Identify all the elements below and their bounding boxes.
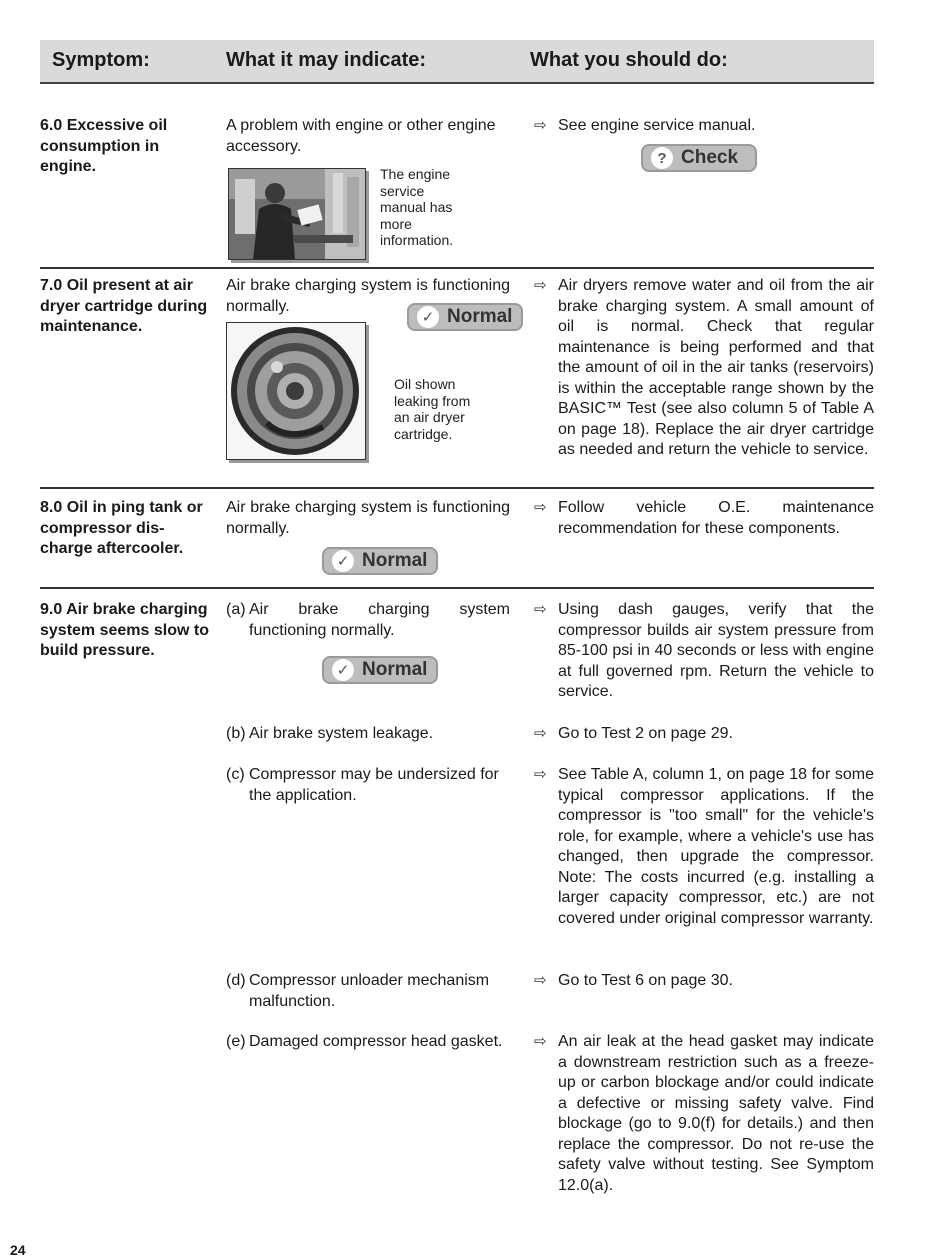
row-divider [40,487,874,489]
header-action: What you should do: [530,49,728,71]
action-text: Go to Test 6 on page 30. [558,972,733,989]
header-indicate: What it may indicate: [226,49,427,71]
item-label: (b) [226,725,246,742]
indicate-9-0-b [226,724,510,745]
symptom-7-0: 7.0 Oil present at air dryer cartridge during maintenance. [40,277,208,335]
action-9-0-c [534,765,874,929]
arrow-icon: ⇨ [534,725,547,742]
badge-label: Normal [447,306,513,327]
action-9-0-a [534,600,874,703]
caption-air-dryer: Oil shown leaking from an air dryer cartridge. [394,376,471,442]
badge-label: Normal [362,550,428,571]
indicate-9-0-c [226,765,510,806]
symptom-8-0: 8.0 Oil in ping tank or compressor dis-charge aftercooler. [40,499,203,557]
check-icon: ✓ [417,306,439,328]
normal-badge [407,303,523,331]
action-8-0 [534,498,874,539]
item-text: Compressor unloader mechanism malfunction. [249,972,490,1010]
header-symptom: Symptom: [52,49,150,71]
row-divider [40,587,874,589]
air-dryer-photo [226,322,366,460]
indicate-9-0-e [226,1032,510,1053]
action-9-0-d [534,971,874,992]
normal-badge [322,547,438,575]
indicate-7-0: Air brake charging system is functioning normally. [226,277,510,315]
action-text: Using dash gauges, verify that the compressor builds air system pressure from 85-100 psi in 40 seconds or less with engine at full governed rpm. Return the vehicle to service. [558,601,874,700]
symptom-6-0: 6.0 Excessive oil consumption in engine. [40,117,168,175]
action-9-0-b [534,724,874,745]
arrow-icon: ⇨ [534,499,547,516]
item-label: (c) [226,766,245,783]
item-text: Damaged compressor head gasket. [249,1033,503,1050]
page-number: 24 [10,1242,26,1258]
action-6-0 [534,116,874,137]
action-text: See Table A, column 1, on page 18 for some typical compressor applications. If the compressor is "too small" for the vehicle's role, for example, where a vehicle's use has changed, then upgrade the compressor. Note: The costs incurred (e.g. installing a larger capacity compressor, etc.) are not covered under original compressor warranty. [558,766,874,927]
air-dryer-cartridge-image [227,323,365,459]
arrow-icon: ⇨ [534,766,547,783]
engine-manual-photo [228,168,366,260]
check-icon: ✓ [332,550,354,572]
arrow-icon: ⇨ [534,1033,547,1050]
indicate-9-0-a [226,600,510,641]
item-text: Air brake charging system functioning normally. [249,601,510,639]
item-text: Air brake system leakage. [249,725,434,742]
normal-badge [322,656,438,684]
arrow-icon: ⇨ [534,601,547,618]
badge-label: Check [681,147,739,168]
item-label: (d) [226,972,246,989]
item-text: Compressor may be undersized for the application. [249,766,499,804]
action-text: Go to Test 2 on page 29. [558,725,733,742]
indicate-6-0: A problem with engine or other engine accessory. [226,117,496,155]
question-icon: ? [651,147,673,169]
action-text: Follow vehicle O.E. maintenance recommendation for these components. [558,499,874,537]
row-divider [40,267,874,269]
item-label: (a) [226,601,246,618]
badge-label: Normal [362,659,428,680]
action-text: Air dryers remove water and oil from the air brake charging system. A small amount of oil is normal. Check that regular maintenance is being performed and that the amount of oil in the air tanks (reservoirs) is within the acceptable range shown by the BASIC™ Test (see also column 5 of Table A on page 18). Replace the air dryer cartridge as needed and return the vehicle to service. [558,277,874,458]
indicate-8-0: Air brake charging system is functioning normally. [226,499,510,537]
indicate-9-0-d [226,971,510,1012]
action-text: See engine service manual. [558,117,756,134]
caption-engine-manual: The engine service manual has more information. [380,166,454,248]
action-7-0 [534,276,874,461]
arrow-icon: ⇨ [534,117,547,134]
item-label: (e) [226,1033,246,1050]
check-icon: ✓ [332,659,354,681]
action-9-0-e [534,1032,874,1196]
arrow-icon: ⇨ [534,972,547,989]
check-badge [641,144,757,172]
action-text: An air leak at the head gasket may indicate a downstream restriction such as a freeze-up or carbon blockage and/or could indicate a defective or missing safety valve. Find blockage (go to 9.0(f) for details.) and then replace the compressor. Do not re-use the safety valve without testing. See Symptom 12.0(a). [558,1033,874,1194]
symptom-9-0: 9.0 Air brake charging system seems slow to build pressure. [40,601,209,659]
arrow-icon: ⇨ [534,277,547,294]
mechanic-reading-manual-image [229,169,365,259]
table-header [40,40,874,84]
